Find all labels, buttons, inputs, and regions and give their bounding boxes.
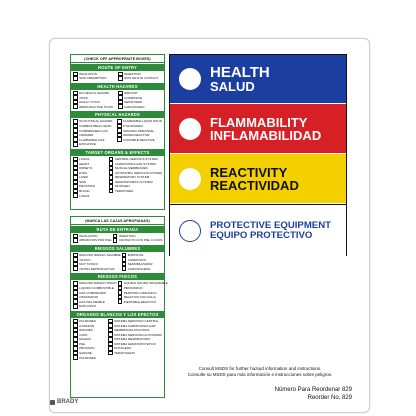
checklist-item-label: RINONES [79, 328, 93, 333]
health-bar [170, 55, 346, 103]
msds-note-en: Consult MSDS for further hazard information and instructions. [198, 366, 322, 371]
brand-mark-icon [50, 400, 55, 405]
checklist-item-label: COMPRESSED GAS [79, 128, 108, 133]
checklist-item-label: OXIDIZADOR [79, 295, 98, 300]
checklist-item-label: TERATOGENO [114, 351, 135, 356]
flammability-bar [170, 104, 346, 153]
checklist-item[interactable] [73, 304, 117, 309]
checklist-item-label: PEROXIDO ORGANICO [123, 290, 157, 295]
checklist-item-label: INGESTION [118, 233, 136, 238]
health-label-es: SALUD [210, 79, 255, 94]
checkbox[interactable] [73, 104, 78, 109]
checklist-item-label: NINGUNO RIESGO SALUBRE [79, 252, 121, 257]
checklist-item[interactable] [73, 266, 121, 271]
flammability-label-es: INFLAMABILIDAD [210, 127, 322, 143]
checklist-item-label: MUSCLE MEMBRANES [114, 166, 148, 171]
checklist-item-label: SISTEMA HEMATOPOYETICO [114, 341, 156, 346]
checklist-item-label: SKIN [79, 179, 87, 184]
checkbox[interactable] [73, 238, 78, 243]
checklist-item-label: INGESTION [124, 71, 141, 76]
checklist-item [109, 193, 162, 198]
checklist-item[interactable] [118, 104, 162, 109]
checklist-panel-english [70, 54, 165, 210]
checklist-item-label: PYROPHORIC [123, 123, 144, 128]
checklist-item-label: CORAZON [79, 323, 95, 328]
protective-equipment-bar [170, 204, 346, 256]
checklist-item-label: EXPLOSIVE [79, 142, 96, 147]
checklist-section [71, 83, 164, 110]
checklist-item-label: SKIN ABSORPTION [79, 76, 107, 81]
checklist-item-label: TOXINA REPRODUCTIVA [79, 266, 115, 271]
checklist-item[interactable] [73, 355, 107, 360]
checklist-item-label: OXIDIZER [79, 133, 94, 138]
checkbox[interactable] [122, 266, 127, 271]
checklist-section [71, 111, 164, 148]
checkbox[interactable] [73, 76, 78, 81]
checklist-item-label: FLAMMABLE LIQUID SOLID [123, 119, 162, 124]
checkbox[interactable] [73, 193, 78, 198]
checklist-item-label: NO HEALTH HAZARD [79, 90, 110, 95]
checkbox[interactable] [73, 142, 78, 147]
checklist-item-label: GAS COMPRIMIDO [79, 290, 107, 295]
checklist-panel-spanish [70, 216, 168, 398]
checklist-item-label: REACTIVO CON AGUA [123, 295, 156, 300]
checklist-section [71, 245, 164, 272]
reorder-es: Número Para Reordenar 829 [274, 387, 352, 393]
section-title: RIESGOS FISICOS [71, 273, 164, 280]
checklist-item [108, 355, 162, 360]
msds-note-es: Consulte su MSDS para más información e instrucciones sobre peligros. [187, 371, 333, 377]
checkbox[interactable] [73, 355, 78, 360]
checklist-item-label: PROSTATA [79, 346, 95, 351]
checklist-item-label: KIDNEYS [79, 166, 93, 171]
checklist-item-label: CARDIOVASCULAR SYSTEM [114, 161, 156, 166]
checklist-item-label: HEMATOPOIETIC SYSTEM [114, 179, 153, 184]
checklist-item-label: SKIN OR EYE CONTACT [124, 76, 159, 81]
checklist-item-label: MUY TOXICO [79, 262, 98, 267]
checklist-item-label: PIEL [79, 341, 86, 346]
section-title: TARGET ORGANS & EFFECTS [71, 149, 164, 156]
checklist-section [71, 149, 164, 199]
checklist-item[interactable] [73, 238, 112, 243]
brand-logo [50, 399, 78, 405]
section-title: PHYSICAL HAZARDS [71, 111, 164, 118]
checklist-item[interactable] [73, 104, 117, 109]
checklist-item-label: CARCINOGENO [127, 266, 151, 271]
checklist-item [117, 142, 162, 147]
checklist-item-label: HIGHLY TOXIC [79, 100, 100, 105]
checklist-item-label: MEMBRANAS MUCOSAS [114, 328, 150, 333]
checklist-item-label: CARCINOGEN [124, 104, 145, 109]
flammability-rating-circle[interactable] [179, 118, 201, 140]
checklist-item-label: SISTEMA NERVIOSO CENTRAL [114, 318, 159, 323]
hazard-rating-block [169, 54, 347, 256]
checklist-item-label: CENTRAL NERVOUS SYSTEM [114, 156, 158, 161]
checklist-item-label: COMBUSTIBLE LIQUID [79, 123, 112, 128]
section-title: RIESGOS SALUBRES [71, 245, 164, 252]
reactivity-label: REACTIVITY [210, 164, 288, 180]
health-rating-circle[interactable] [179, 68, 201, 90]
checklist-item-label: LIQUIDO SOLIDO INFLAMABLE [123, 281, 168, 286]
checklist-header: (MARCA LAS CAJAS APROPIADAS) [71, 217, 164, 225]
checklist-item[interactable] [73, 193, 108, 198]
checklist-item-label: INESTABLE REACTIVO [123, 299, 157, 304]
checklist-item[interactable] [122, 266, 162, 271]
checklist-item-label: ORGANIC PEROXIDE [123, 128, 154, 133]
checklist-section [71, 273, 168, 310]
reactivity-label-es: REACTIVIDAD [210, 177, 299, 193]
reorder-en: Reorder No. 829 [307, 394, 352, 401]
flammability-label: FLAMMABILITY [210, 114, 308, 130]
health-label: HEALTH [210, 64, 270, 81]
checklist-section [71, 226, 164, 244]
checklist-item-label: LUNGS [79, 193, 90, 198]
checklist-item-label: NINGUNO RIESGO FISICO [79, 281, 117, 286]
checklist-item-label: MUTAGENO [114, 346, 132, 351]
checklist-header: (CHECK OFF APPROPRIATE BOXES) [71, 55, 164, 63]
checklist-item[interactable] [73, 142, 116, 147]
checklist-item[interactable] [73, 76, 117, 81]
checklist-section [71, 311, 164, 361]
checkbox[interactable] [73, 266, 78, 271]
checkbox[interactable] [113, 238, 118, 243]
checklist-item-label: PROSTATE [79, 184, 95, 189]
checkbox[interactable] [73, 304, 78, 309]
checklist-item-label: RESPIRATORY SYSTEM [114, 175, 150, 180]
checklist-item-label: SENSITIZER [124, 100, 142, 105]
section-title: ROUTE OF ENTRY [71, 64, 164, 71]
checklist-item-label: HEART [79, 161, 90, 166]
msds-note [172, 366, 348, 377]
checklist-item-label: SANGRE [79, 351, 92, 356]
checklist-item-label: SISTEMA RESPIRATORIO [114, 337, 151, 342]
checklist-item-label: IRRITANTE [127, 252, 144, 257]
checklist-item-label: MUTAGEN [114, 184, 130, 189]
brand-name: BRADY [57, 399, 79, 405]
checklist-item-label: SENSIBILIZADOR [127, 262, 153, 267]
checklist-item-label: CONTACTO CON PIEL O OJOS [118, 238, 163, 243]
checklist-section [71, 64, 164, 82]
section-title: HEALTH HAZARDS [71, 83, 164, 90]
protective-equipment-circle[interactable] [179, 220, 201, 242]
checklist-item-label: BLOOD [79, 189, 90, 194]
checklist-item [118, 304, 168, 309]
checklist-item-label: CORROSIVE [124, 95, 143, 100]
protective-label-es: EQUIPO PROTECTIVO [210, 229, 313, 241]
checklist-item-label: LUNGS [79, 156, 90, 161]
checklist-item-label: WATER REACTIVE [123, 133, 150, 138]
checklist-item-label: HIGADO [79, 337, 91, 342]
checklist-item-label: PULMONES [79, 318, 96, 323]
reactivity-rating-circle[interactable] [179, 168, 201, 190]
checklist-item-label: NO PHYSICAL HAZARD [79, 119, 113, 124]
checklist-item-label: PULMONES [79, 355, 96, 360]
checklist-item-label: ABSORCION POR PIEL [79, 238, 112, 243]
checklist-item-label: INHALATION [79, 71, 97, 76]
reactivity-bar [170, 154, 346, 203]
checklist-item-label: IRRITANT [124, 90, 138, 95]
checklist-item-label: FLAMMABLE GAS [79, 137, 105, 142]
section-title: ORGANOS BLANCOS Y LOS EFECTOS [71, 311, 164, 318]
checklist-item-label: EYES [79, 170, 88, 175]
checklist-item[interactable] [113, 238, 163, 243]
checklist-item-label: SISTEMA CARDIOVASCULAR [114, 323, 156, 328]
checklist-item-label: TERATOGEN [114, 189, 134, 194]
checkbox[interactable] [118, 104, 123, 109]
checkbox[interactable] [118, 76, 123, 81]
protective-label: PROTECTIVE EQUIPMENT [210, 219, 331, 231]
checklist-item[interactable] [118, 76, 162, 81]
checklist-item-label: LIVER [79, 175, 88, 180]
checklist-item-label: OJOS [79, 332, 88, 337]
checklist-item-label: EXPLOSIVO [79, 304, 97, 309]
section-title: RUTA DE ENTRADA [71, 226, 164, 233]
checklist-item-label: TOXICO [79, 257, 91, 262]
checklist-item-label: CORROSIVO [127, 257, 147, 262]
checklist-item-label: REPRODUCTIVE TOXIN [79, 104, 113, 109]
checklist-item-label: SISTEMA NERVIOSO AUTONOMO [114, 332, 162, 337]
reorder-number [260, 387, 352, 402]
checklist-item-label: TOXIC [79, 95, 89, 100]
checklist-item-label: UNSTABLE REACTIVE [123, 137, 155, 142]
checklist-item-label: PIROFORICO [123, 285, 143, 290]
checklist-item-label: GAS INFLAMABLE [79, 299, 105, 304]
checklist-item-label: INHALACION [79, 233, 98, 238]
checklist-item-label: AUTONOMIC NERVOUS SYSTEM [114, 170, 162, 175]
checklist-item-label: LIQUIDO COMBUSTIBLE [79, 285, 114, 290]
